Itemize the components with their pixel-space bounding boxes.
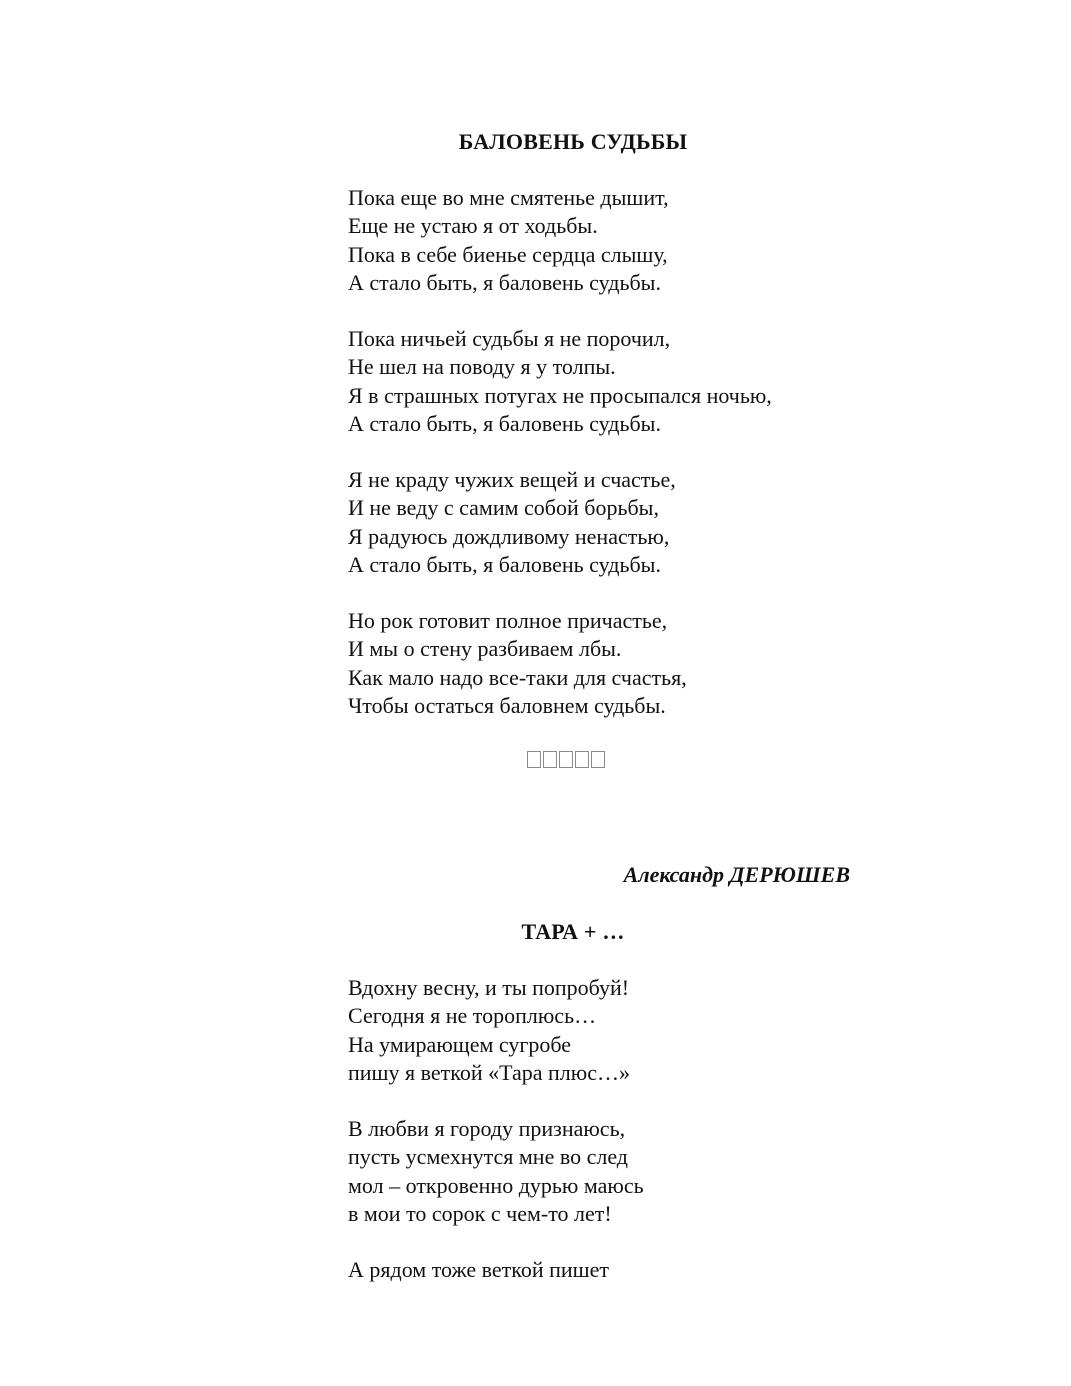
poem-line: Пока в себе биенье сердца слышу, [348, 241, 668, 267]
poem-title: ТАРА + … [521, 919, 625, 944]
missing-glyph-icon [543, 751, 557, 768]
missing-glyph-icon [527, 751, 541, 768]
stanza [348, 607, 687, 720]
poem-line: А стало быть, я баловень судьбы. [348, 410, 661, 436]
section-separator [527, 751, 605, 768]
author-name: Александр ДЕРЮШЕВ [623, 862, 850, 887]
poem-line: Вдохну весну, и ты попробуй! [348, 975, 630, 1000]
missing-glyph-icon [575, 751, 589, 768]
poem-line: пишу я веткой «Тара плюс…» [348, 1059, 630, 1085]
poem-line: Пока ничьей судьбы я не порочил, [348, 326, 671, 351]
poem-line: Я радуюсь дождливому ненастью, [348, 523, 670, 549]
poem-line: Еще не устаю я от ходьбы. [348, 213, 598, 239]
stanza [348, 184, 669, 297]
poem-line: мол – откровенно дурью маюсь [348, 1172, 644, 1198]
poem-line: На умирающем сугробе [348, 1031, 572, 1057]
stanza [348, 1115, 644, 1228]
poem-line: пусть усмехнутся мне во след [348, 1144, 628, 1170]
poem-title: БАЛОВЕНЬ СУДЬБЫ [458, 129, 688, 154]
poem-line: Я не краду чужих вещей и счастье, [348, 467, 676, 492]
poem-line: В любви я городу признаюсь, [348, 1116, 626, 1141]
poem-line: А рядом тоже веткой пишет [348, 1257, 610, 1282]
missing-glyph-icon [559, 751, 573, 768]
poem-line: Не шел на поводу я у толпы. [348, 354, 616, 380]
stanza [348, 466, 676, 579]
poem-line: А стало быть, я баловень судьбы. [348, 269, 661, 295]
poem-line: И не веду с самим собой борьбы, [348, 495, 659, 521]
poem-line: Пока еще во мне смятенье дышит, [348, 185, 669, 210]
poem-line: в мои то сорок с чем-то лет! [348, 1200, 612, 1226]
poem-line: И мы о стену разбиваем лбы. [348, 636, 622, 662]
stanza [348, 1256, 609, 1284]
poem-line: Но рок готовит полное причастье, [348, 608, 668, 633]
poem-line: А стало быть, я баловень судьбы. [348, 551, 661, 577]
poem-line: Чтобы остаться баловнем судьбы. [348, 692, 666, 718]
missing-glyph-icon [591, 751, 605, 768]
stanza [348, 325, 772, 438]
stanza [348, 974, 630, 1087]
poem-line: Как мало надо все-таки для счастья, [348, 664, 687, 690]
poem-line: Я в страшных потугах не просыпался ночью, [348, 382, 772, 408]
poem-line: Сегодня я не тороплюсь… [348, 1003, 597, 1029]
